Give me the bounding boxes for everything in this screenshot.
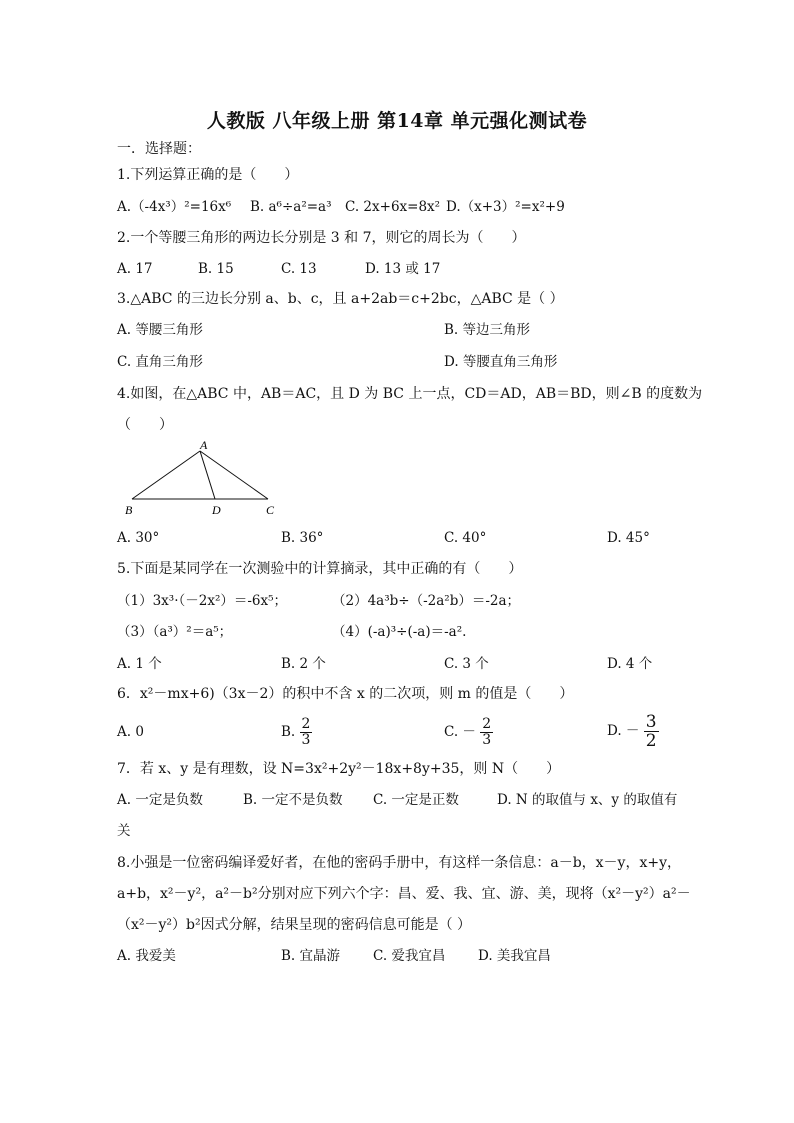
question-5-item-4: （4）(-a)³÷(-a)＝-a². — [332, 624, 467, 640]
fraction-denominator: 3 — [301, 732, 311, 748]
question-1-option-a: A.（-4x³）²=16x⁶ — [117, 199, 232, 215]
question-5-option-d: D. 4 个 — [607, 656, 653, 672]
question-6-option-a: A. 0 — [117, 724, 144, 740]
page-title: 人教版 八年级上册 第14章 单元强化测试卷 — [206, 110, 588, 132]
question-5-option-b: B. 2 个 — [281, 656, 326, 672]
label-d: D — [212, 503, 221, 517]
question-8-line-3: （x²－y²）b²因式分解，结果呈现的密码信息可能是（ ） — [117, 917, 472, 933]
fraction-numerator: 2 — [482, 716, 492, 732]
question-7-option-a: A. 一定是负数 — [117, 792, 203, 808]
question-1-option-c: C. 2x+6x=8x² — [345, 199, 441, 215]
fraction-denominator: 3 — [482, 732, 492, 748]
fraction-denominator: 2 — [645, 731, 657, 751]
question-6-stem: 6．x²－mx+6)（3x－2）的积中不含 x 的二次项，则 m 的值是（ ） — [117, 686, 574, 702]
question-4-option-a: A. 30° — [117, 530, 160, 546]
section-heading: 一．选择题： — [117, 141, 201, 157]
question-5-option-a: A. 1 个 — [117, 656, 162, 672]
question-3-option-c: C. 直角三角形 — [117, 354, 203, 370]
question-2-option-d: D. 13 或 17 — [365, 261, 441, 277]
option-d-fraction — [644, 713, 659, 750]
segment-ac — [200, 451, 268, 499]
question-7-option-d: D. N 的取值与 x、y 的取值有 — [497, 792, 678, 808]
option-c-prefix: C. － — [444, 724, 476, 740]
question-8-line-1: 8.小强是一位密码编译爱好者，在他的密码手册中，有这样一条信息：a－b，x－y，x+y， — [117, 855, 682, 871]
question-5-item-3: （3）（a³）²＝a⁵； — [117, 624, 233, 640]
fraction-numerator: 3 — [645, 712, 657, 732]
question-5-option-c: C. 3 个 — [444, 656, 489, 672]
question-8-option-b: B. 宜晶游 — [281, 948, 341, 964]
question-3-option-a: A. 等腰三角形 — [117, 322, 203, 338]
question-5-item-2: （2）4a³b÷（-2a²b）＝-2a； — [332, 593, 521, 609]
triangle-figure — [118, 436, 288, 518]
option-d-prefix: D. － — [607, 723, 640, 739]
question-5-stem: 5.下面是某同学在一次测验中的计算摘录，其中正确的有（ ） — [117, 561, 523, 577]
question-2-stem: 2.一个等腰三角形的两边长分别是 3 和 7，则它的周长为（ ） — [117, 230, 526, 246]
segment-ad — [200, 451, 215, 499]
option-c-fraction — [480, 717, 493, 748]
question-4-stem: 4.如图，在△ABC 中，AB＝AC，且 D 为 BC 上一点，CD＝AD，AB＝BD，则∠B 的度数为 — [117, 386, 703, 402]
question-7-option-b: B. 一定不是负数 — [243, 792, 343, 808]
question-7-continuation: 关 — [117, 823, 131, 839]
label-a: A — [200, 438, 208, 452]
question-2-option-a: A. 17 — [117, 261, 153, 277]
question-8-option-c: C. 爱我宜昌 — [373, 948, 446, 964]
question-1-stem: 1.下列运算正确的是（ ） — [117, 167, 299, 183]
label-b: B — [125, 503, 133, 517]
question-4-option-d: D. 45° — [607, 530, 650, 546]
question-4-paren: （ ） — [117, 417, 173, 433]
label-c: C — [266, 503, 275, 517]
fraction-numerator: 2 — [301, 716, 311, 732]
option-b-prefix: B. — [281, 724, 296, 740]
question-8-option-d: D. 美我宜昌 — [478, 948, 551, 964]
question-4-option-c: C. 40° — [444, 530, 487, 546]
question-3-option-b: B. 等边三角形 — [444, 322, 531, 338]
question-4-option-b: B. 36° — [281, 530, 324, 546]
question-7-option-c: C. 一定是正数 — [373, 792, 459, 808]
option-b-fraction — [300, 717, 313, 748]
question-1-option-d: D.（x+3）²=x²+9 — [446, 199, 565, 215]
question-6-option-d — [607, 711, 659, 751]
segment-ab — [132, 451, 200, 499]
question-3-option-d: D. 等腰直角三角形 — [444, 354, 558, 370]
question-8-option-a: A. 我爱美 — [117, 948, 176, 964]
question-6-option-b — [281, 713, 312, 751]
question-7-stem: 7．若 x、y 是有理数，设 N=3x²+2y²－18x+8y+35，则 N（ ） — [117, 761, 561, 777]
question-1-option-b: B. a⁶÷a²=a³ — [250, 199, 332, 215]
question-5-item-1: （1）3x³·（－2x²）＝-6x⁵； — [117, 593, 288, 609]
question-6-option-c — [444, 713, 493, 751]
question-8-line-2: a+b，x²－y²，a²－b²分别对应下列六个字：昌、爱、我、宜、游、美，现将（x²－y²）a²－ — [117, 886, 691, 902]
question-2-option-b: B. 15 — [198, 261, 234, 277]
question-2-option-c: C. 13 — [281, 261, 317, 277]
question-3-stem: 3.△ABC 的三边长分别 a、b、c，且 a+2ab＝c+2bc，△ABC 是（ ） — [117, 291, 564, 307]
